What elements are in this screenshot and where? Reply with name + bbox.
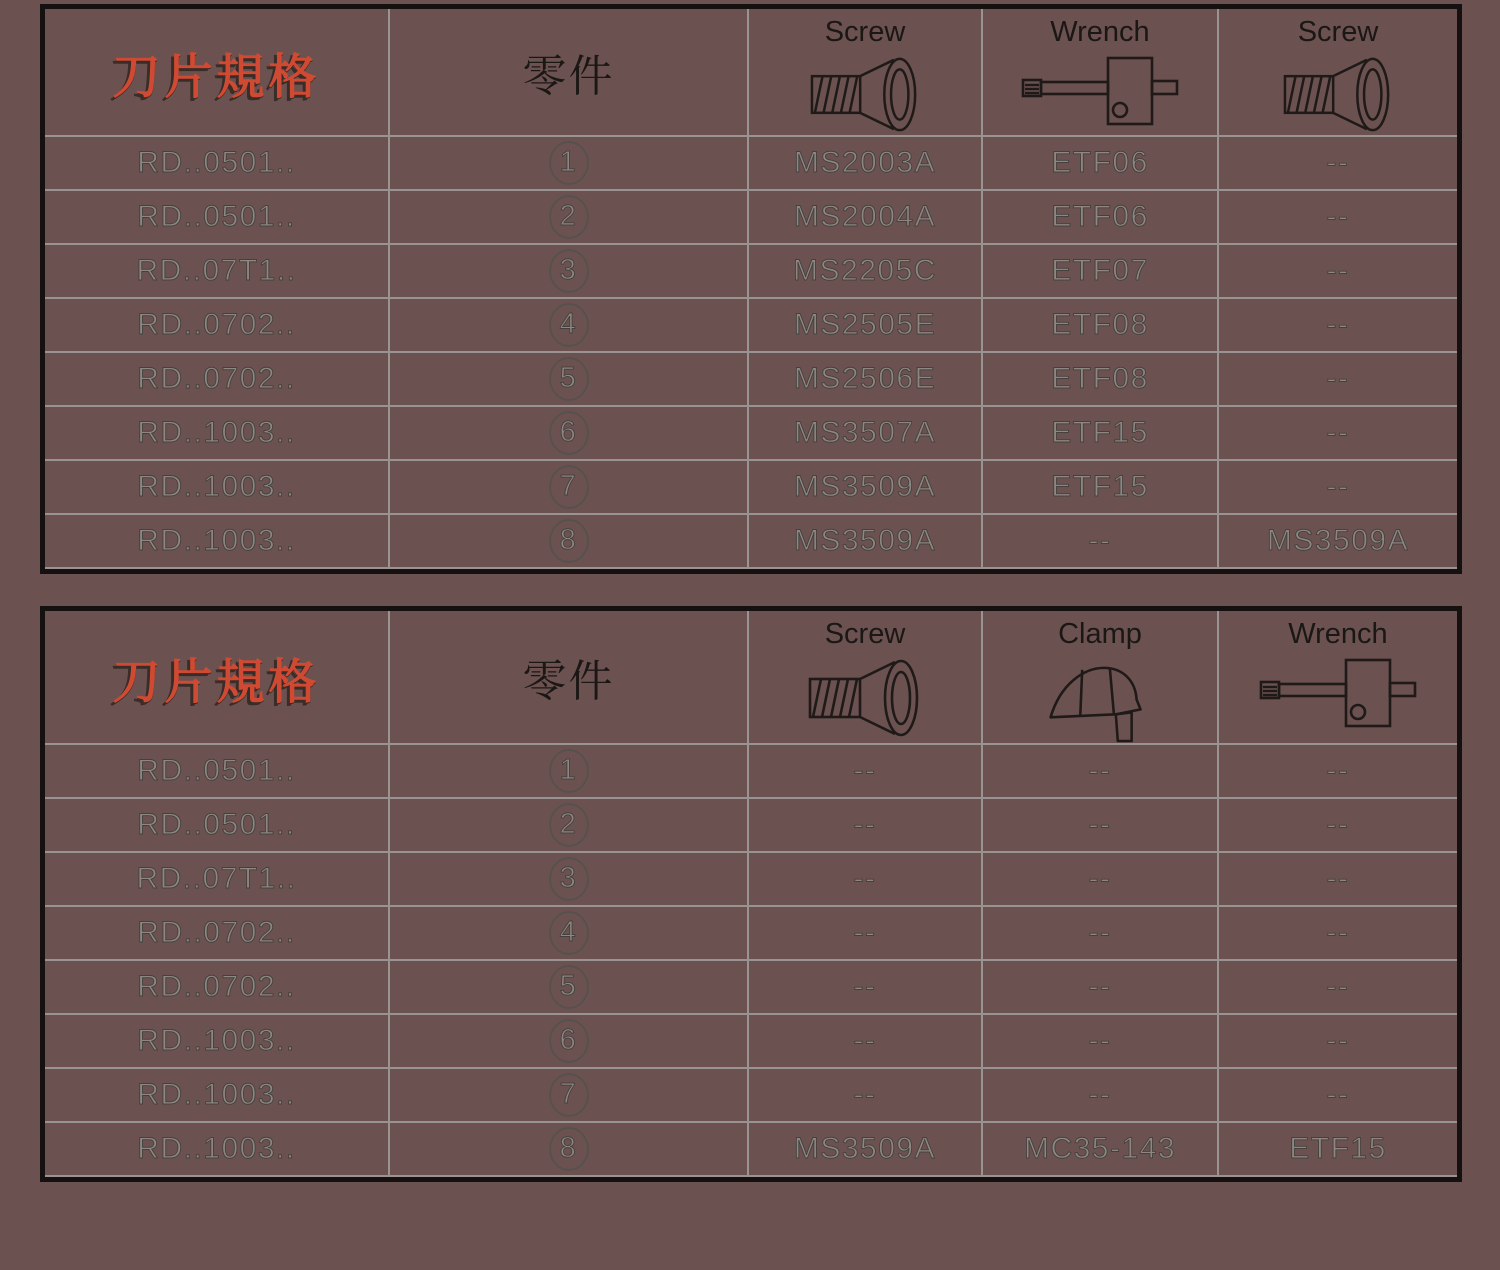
part-code-cell: MS3509A <box>749 1123 983 1177</box>
part-code-cell: -- <box>983 745 1219 799</box>
part-code-cell: -- <box>1219 245 1457 299</box>
part-number-badge: 2 <box>549 195 589 239</box>
tool-header-cell <box>1219 611 1457 745</box>
table-body <box>45 137 1457 569</box>
part-number-badge: 7 <box>549 1073 589 1117</box>
table-row <box>45 299 1457 353</box>
table-row <box>45 245 1457 299</box>
blade-spec-header: 刀片規格 <box>112 655 321 709</box>
part-number-cell <box>390 137 749 191</box>
part-number-cell <box>390 245 749 299</box>
part-header-cell <box>390 9 749 137</box>
part-header: 零件 <box>522 657 615 706</box>
part-code-cell: -- <box>983 853 1219 907</box>
part-code-cell: -- <box>983 1069 1219 1123</box>
part-number-cell <box>390 961 749 1015</box>
part-code-cell: MC35-143 <box>983 1123 1219 1177</box>
part-code-cell: -- <box>1219 853 1457 907</box>
part-number-badge: 5 <box>549 357 589 401</box>
part-code-cell: MS2003A <box>749 137 983 191</box>
part-code-cell: -- <box>1219 961 1457 1015</box>
blade-spec-cell: RD..1003.. <box>45 1015 390 1069</box>
table-row <box>45 853 1457 907</box>
blade-spec-cell: RD..1003.. <box>45 407 390 461</box>
tool-label: Screw <box>1297 16 1379 48</box>
part-number-badge: 4 <box>549 911 589 955</box>
part-code-cell: -- <box>1219 299 1457 353</box>
part-code-cell: MS3507A <box>749 407 983 461</box>
screw-icon <box>805 54 925 135</box>
tool-label: Screw <box>824 618 906 650</box>
blade-spec-cell: RD..0501.. <box>45 745 390 799</box>
part-code-cell: ETF15 <box>983 407 1219 461</box>
table-body <box>45 745 1457 1177</box>
part-code-cell: -- <box>749 853 983 907</box>
part-code-cell: MS3509A <box>749 515 983 569</box>
table-row <box>45 191 1457 245</box>
part-code-cell: -- <box>983 799 1219 853</box>
part-number-cell <box>390 515 749 569</box>
part-code-cell: -- <box>1219 1015 1457 1069</box>
table-row <box>45 461 1457 515</box>
part-code-cell: MS2505E <box>749 299 983 353</box>
part-number-cell <box>390 1123 749 1177</box>
screw-icon <box>805 656 925 740</box>
part-number-cell <box>390 353 749 407</box>
part-code-cell: -- <box>983 907 1219 961</box>
part-number-cell <box>390 853 749 907</box>
part-number-badge: 2 <box>549 803 589 847</box>
blade-spec-header-cell <box>45 611 390 745</box>
part-number-badge: 8 <box>549 519 589 563</box>
table-row <box>45 515 1457 569</box>
part-number-badge: 1 <box>549 141 589 185</box>
part-number-cell <box>390 407 749 461</box>
part-code-cell: MS2004A <box>749 191 983 245</box>
part-number-badge: 3 <box>549 857 589 901</box>
part-number-badge: 5 <box>549 965 589 1009</box>
tool-label: Screw <box>824 16 906 48</box>
table-row <box>45 799 1457 853</box>
tool-header-cell <box>749 9 983 137</box>
part-code-cell: -- <box>1219 353 1457 407</box>
part-number-cell <box>390 461 749 515</box>
part-code-cell: -- <box>1219 407 1457 461</box>
part-code-cell: -- <box>749 907 983 961</box>
table-header-row <box>45 9 1457 137</box>
part-code-cell: -- <box>749 745 983 799</box>
part-code-cell: MS2205C <box>749 245 983 299</box>
part-code-cell: -- <box>749 1015 983 1069</box>
table-row <box>45 1015 1457 1069</box>
part-code-cell: -- <box>749 961 983 1015</box>
table-row <box>45 137 1457 191</box>
tool-label: Clamp <box>1058 618 1142 650</box>
part-number-cell <box>390 191 749 245</box>
part-code-cell: ETF06 <box>983 191 1219 245</box>
part-number-cell <box>390 1069 749 1123</box>
part-code-cell: ETF07 <box>983 245 1219 299</box>
wrench-icon <box>1259 656 1417 730</box>
part-code-cell: -- <box>983 515 1219 569</box>
parts-table-bottom <box>40 606 1462 1182</box>
table-row <box>45 407 1457 461</box>
blade-spec-header: 刀片規格 <box>112 50 321 104</box>
parts-table-top <box>40 4 1462 574</box>
part-number-badge: 7 <box>549 465 589 509</box>
table-row <box>45 1069 1457 1123</box>
blade-spec-header-cell <box>45 9 390 137</box>
table-row <box>45 961 1457 1015</box>
tool-header-cell <box>983 9 1219 137</box>
part-number-badge: 1 <box>549 749 589 793</box>
part-code-cell: ETF06 <box>983 137 1219 191</box>
blade-spec-cell: RD..07T1.. <box>45 853 390 907</box>
part-code-cell: -- <box>1219 461 1457 515</box>
tool-header-cell <box>1219 9 1457 137</box>
tool-label: Wrench <box>1288 618 1388 650</box>
blade-spec-cell: RD..0501.. <box>45 191 390 245</box>
blade-spec-cell: RD..0702.. <box>45 353 390 407</box>
wrench-icon <box>1021 54 1179 128</box>
part-code-cell: -- <box>1219 137 1457 191</box>
part-code-cell: -- <box>749 1069 983 1123</box>
part-code-cell: MS3509A <box>1219 515 1457 569</box>
part-code-cell: -- <box>1219 1069 1457 1123</box>
blade-spec-cell: RD..1003.. <box>45 461 390 515</box>
part-code-cell: MS3509A <box>749 461 983 515</box>
blade-spec-cell: RD..1003.. <box>45 515 390 569</box>
part-code-cell: -- <box>1219 799 1457 853</box>
table-row <box>45 907 1457 961</box>
part-code-cell: -- <box>983 961 1219 1015</box>
part-code-cell: -- <box>1219 907 1457 961</box>
part-number-badge: 8 <box>549 1127 589 1171</box>
table-row <box>45 353 1457 407</box>
part-code-cell: ETF08 <box>983 353 1219 407</box>
part-number-cell <box>390 745 749 799</box>
part-header-cell <box>390 611 749 745</box>
blade-spec-cell: RD..1003.. <box>45 1069 390 1123</box>
table-row <box>45 1123 1457 1177</box>
part-code-cell: ETF08 <box>983 299 1219 353</box>
blade-spec-cell: RD..0501.. <box>45 799 390 853</box>
part-number-cell <box>390 907 749 961</box>
tool-header-cell <box>983 611 1219 745</box>
blade-spec-cell: RD..07T1.. <box>45 245 390 299</box>
blade-spec-cell: RD..0702.. <box>45 907 390 961</box>
part-number-cell <box>390 799 749 853</box>
part-number-badge: 6 <box>549 411 589 455</box>
blade-spec-cell: RD..0501.. <box>45 137 390 191</box>
part-number-badge: 6 <box>549 1019 589 1063</box>
part-number-badge: 3 <box>549 249 589 293</box>
table-row <box>45 745 1457 799</box>
part-code-cell: -- <box>1219 745 1457 799</box>
part-code-cell: ETF15 <box>983 461 1219 515</box>
tool-header-cell <box>749 611 983 745</box>
part-number-badge: 4 <box>549 303 589 347</box>
blade-spec-cell: RD..0702.. <box>45 299 390 353</box>
part-code-cell: -- <box>1219 191 1457 245</box>
part-code-cell: ETF15 <box>1219 1123 1457 1177</box>
tool-label: Wrench <box>1050 16 1150 48</box>
part-number-cell <box>390 1015 749 1069</box>
screw-icon <box>1278 54 1398 135</box>
table-header-row <box>45 611 1457 745</box>
part-code-cell: -- <box>983 1015 1219 1069</box>
part-code-cell: -- <box>749 799 983 853</box>
clamp-icon <box>1046 656 1154 743</box>
blade-spec-cell: RD..1003.. <box>45 1123 390 1177</box>
blade-spec-cell: RD..0702.. <box>45 961 390 1015</box>
part-code-cell: MS2506E <box>749 353 983 407</box>
part-header: 零件 <box>522 52 615 101</box>
part-number-cell <box>390 299 749 353</box>
